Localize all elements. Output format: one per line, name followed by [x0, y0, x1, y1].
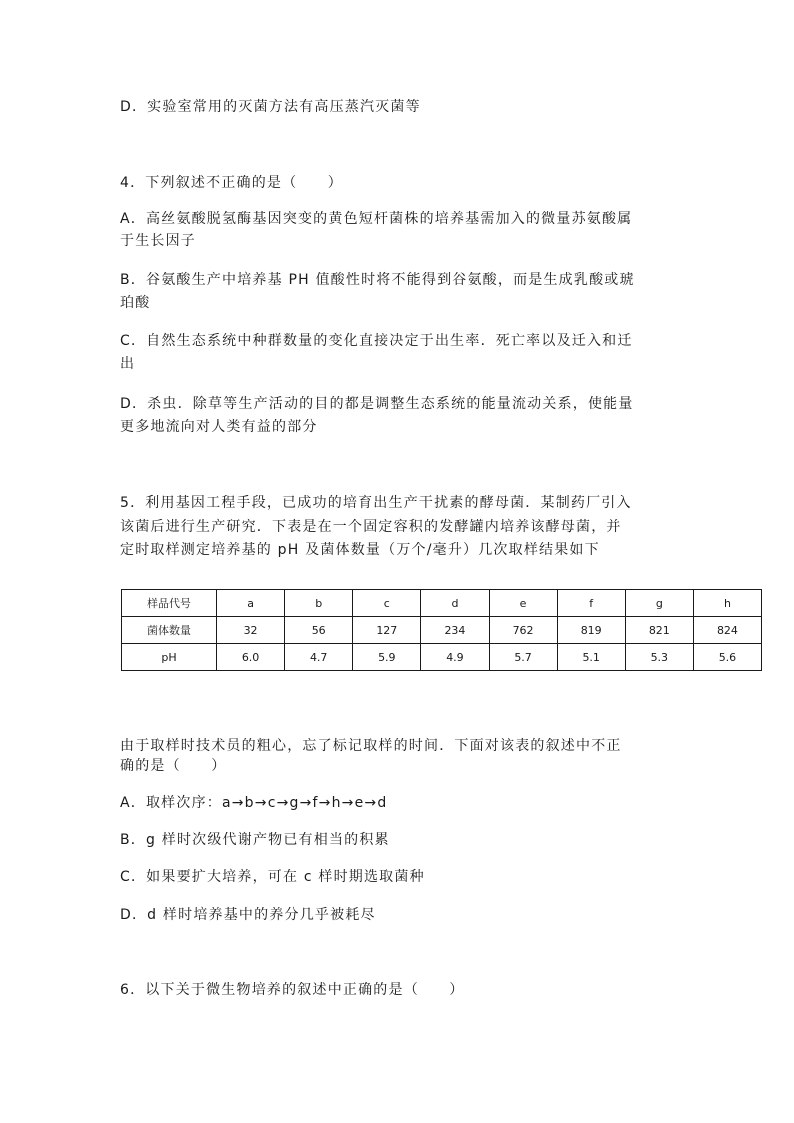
table-cell: 56 [285, 617, 353, 644]
q5-note-line2: 确的是（ ） [120, 758, 227, 774]
table-cell: d [421, 590, 489, 617]
table-cell: 819 [557, 617, 625, 644]
table-cell: g [625, 590, 693, 617]
q4-option-a-line1: A．高丝氨酸脱氢酶基因突变的黄色短杆菌株的培养基需加入的微量苏氨酸属 [120, 211, 633, 227]
table-cell: 821 [625, 617, 693, 644]
table-cell: 824 [693, 617, 761, 644]
table-cell: h [693, 590, 761, 617]
table-row-ph [122, 644, 762, 671]
q5-stem-line3: 定时取样测定培养基的 pH 及菌体数量（万个/毫升）几次取样结果如下 [120, 542, 600, 558]
table-cell: 5.7 [489, 644, 557, 671]
q5-note-line1: 由于取样时技术员的粗心，忘了标记取样的时间．下面对该表的叙述中不正 [120, 738, 622, 754]
q4-option-d-line1: D．杀虫．除草等生产活动的目的都是调整生态系统的能量流动关系，使能量 [120, 396, 634, 412]
table-row-cell-count [122, 617, 762, 644]
table-cell: 样品代号 [122, 590, 217, 617]
sample-table [121, 589, 762, 671]
table-cell: a [217, 590, 285, 617]
q3-option-d: D．实验室常用的灭菌方法有高压蒸汽灭菌等 [120, 99, 421, 115]
q4-option-d-line2: 更多地流向对人类有益的部分 [120, 419, 318, 435]
table-cell: 32 [217, 617, 285, 644]
table-cell: 4.9 [421, 644, 489, 671]
table-cell: 5.1 [557, 644, 625, 671]
table-row-sample-code [122, 590, 762, 617]
table-cell: 5.3 [625, 644, 693, 671]
q4-option-b-line1: B．谷氨酸生产中培养基 PH 值酸性时将不能得到谷氨酸，而是生成乳酸或琥 [120, 272, 635, 288]
q5-option-d: D．d 样时培养基中的养分几乎被耗尽 [120, 907, 376, 923]
table-cell: pH [122, 644, 217, 671]
table-cell: 762 [489, 617, 557, 644]
table-cell: 5.6 [693, 644, 761, 671]
table-cell: 127 [353, 617, 421, 644]
q5-stem-line2: 该菌后进行生产研究．下表是在一个固定容积的发酵罐内培养该酵母菌，并 [120, 519, 622, 535]
q5-option-b: B．g 样时次级代谢产物已有相当的积累 [120, 832, 390, 848]
table-cell: f [557, 590, 625, 617]
table-cell: 5.9 [353, 644, 421, 671]
q5-option-c: C．如果要扩大培养，可在 c 样时期选取菌种 [120, 869, 425, 885]
table-cell: c [353, 590, 421, 617]
table-cell: b [285, 590, 353, 617]
table-cell: 234 [421, 617, 489, 644]
q4-option-b-line2: 珀酸 [120, 295, 151, 311]
q6-stem: 6．以下关于微生物培养的叙述中正确的是（ ） [120, 982, 465, 998]
q4-option-a-line2: 于生长因子 [120, 233, 196, 249]
q4-stem: 4．下列叙述不正确的是（ ） [120, 175, 343, 191]
q4-option-c-line1: C．自然生态系统中种群数量的变化直接决定于出生率．死亡率以及迁入和迁 [120, 333, 633, 349]
table-cell: e [489, 590, 557, 617]
table-cell: 6.0 [217, 644, 285, 671]
q4-option-c-line2: 出 [120, 356, 136, 372]
q5-stem-line1: 5．利用基因工程手段，已成功的培育出生产干扰素的酵母菌．某制药厂引入 [120, 495, 632, 511]
table-cell: 4.7 [285, 644, 353, 671]
q5-option-a: A．取样次序：a→b→c→g→f→h→e→d [120, 795, 388, 811]
table-cell: 菌体数量 [122, 617, 217, 644]
